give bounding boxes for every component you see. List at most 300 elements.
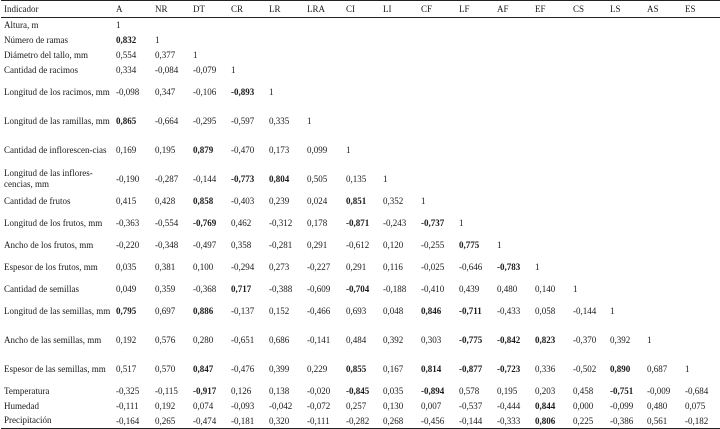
empty-cell bbox=[380, 18, 418, 33]
table-cell: -0,845 bbox=[346, 386, 370, 396]
empty-cell bbox=[304, 33, 343, 48]
table-cell: -0,783 bbox=[497, 262, 521, 272]
empty-cell bbox=[644, 194, 682, 209]
header-col-af: AF bbox=[497, 4, 509, 14]
row-label: Ancho de las semillas, mm bbox=[4, 334, 102, 345]
empty-cell bbox=[607, 63, 644, 78]
table-cell: 0,439 bbox=[459, 284, 480, 294]
empty-cell bbox=[532, 209, 570, 238]
empty-cell bbox=[682, 209, 720, 238]
empty-cell bbox=[607, 238, 644, 253]
table-cell: 0,167 bbox=[383, 364, 404, 374]
table-cell: 0,195 bbox=[497, 386, 518, 396]
table-cell: 0,392 bbox=[610, 335, 631, 345]
empty-cell bbox=[570, 107, 607, 136]
table-cell: 0,358 bbox=[231, 240, 252, 250]
empty-cell bbox=[456, 18, 494, 33]
empty-cell bbox=[418, 78, 456, 107]
row-label: Cantidad de racimos bbox=[4, 64, 78, 75]
table-cell: -0,466 bbox=[307, 306, 331, 316]
table-cell: 0,480 bbox=[497, 284, 518, 294]
table-row bbox=[1, 355, 720, 384]
table-cell: 0,480 bbox=[647, 401, 668, 411]
table-cell: -0,474 bbox=[193, 415, 217, 426]
table-row bbox=[1, 18, 720, 33]
table-cell: -0,403 bbox=[231, 196, 255, 206]
empty-cell bbox=[343, 63, 380, 78]
table-cell: 0,336 bbox=[535, 364, 556, 374]
empty-cell bbox=[418, 107, 456, 136]
table-cell: -0,281 bbox=[269, 240, 293, 250]
empty-cell bbox=[418, 165, 456, 194]
empty-cell bbox=[456, 78, 494, 107]
table-cell: -0,181 bbox=[231, 415, 255, 426]
header-col-a: A bbox=[116, 4, 123, 14]
empty-cell bbox=[380, 63, 418, 78]
table-cell: 0,049 bbox=[116, 284, 137, 294]
table-cell: -0,282 bbox=[346, 415, 370, 426]
empty-cell bbox=[682, 18, 720, 33]
table-cell: -0,554 bbox=[155, 218, 179, 228]
table-cell: 0,334 bbox=[116, 65, 137, 75]
empty-cell bbox=[456, 136, 494, 165]
empty-cell bbox=[682, 194, 720, 209]
empty-cell bbox=[682, 165, 720, 194]
table-cell: -0,190 bbox=[116, 174, 140, 184]
table-cell: 1 bbox=[647, 335, 652, 345]
empty-cell bbox=[418, 48, 456, 63]
table-cell: -0,609 bbox=[307, 284, 331, 294]
table-cell: -0,444 bbox=[497, 401, 521, 411]
row-label: Diámetro del tallo, mm bbox=[4, 49, 88, 60]
empty-cell bbox=[607, 136, 644, 165]
empty-cell bbox=[570, 78, 607, 107]
empty-cell bbox=[343, 18, 380, 33]
empty-cell bbox=[644, 136, 682, 165]
empty-cell bbox=[152, 18, 190, 33]
table-cell: 1 bbox=[573, 284, 578, 294]
table-cell: -0,182 bbox=[685, 415, 709, 426]
empty-cell bbox=[494, 33, 532, 48]
table-cell: 0,130 bbox=[383, 401, 404, 411]
empty-cell bbox=[644, 63, 682, 78]
empty-cell bbox=[228, 18, 266, 33]
empty-cell bbox=[644, 209, 682, 238]
table-cell: 0,138 bbox=[269, 386, 290, 396]
table-cell: 0,399 bbox=[269, 364, 290, 374]
table-cell: 0,116 bbox=[383, 262, 403, 272]
table-cell: 0,169 bbox=[116, 145, 137, 155]
table-cell: -0,893 bbox=[231, 87, 255, 97]
table-cell: 0,126 bbox=[231, 386, 252, 396]
table-cell: 0,458 bbox=[573, 386, 594, 396]
table-cell: 0,239 bbox=[269, 196, 290, 206]
empty-cell bbox=[343, 33, 380, 48]
table-cell: 1 bbox=[269, 87, 274, 97]
empty-cell bbox=[380, 78, 418, 107]
empty-cell bbox=[494, 18, 532, 33]
table-cell: -0,737 bbox=[421, 218, 445, 228]
table-cell: -0,009 bbox=[647, 386, 671, 396]
table-cell: -0,502 bbox=[573, 364, 597, 374]
table-cell: -0,386 bbox=[610, 415, 634, 426]
row-label: Cantidad de frutos bbox=[4, 195, 71, 206]
empty-cell bbox=[456, 63, 494, 78]
table-cell: 0,075 bbox=[685, 401, 706, 411]
table-cell: -0,597 bbox=[231, 116, 255, 126]
table-cell: -0,042 bbox=[269, 401, 293, 411]
table-header bbox=[1, 1, 720, 18]
table-cell: -0,220 bbox=[116, 240, 140, 250]
table-cell: 0,152 bbox=[269, 306, 290, 316]
table-cell: 0,352 bbox=[383, 196, 404, 206]
header-col-cr: CR bbox=[231, 4, 244, 14]
table-cell: 0,000 bbox=[573, 401, 594, 411]
table-cell: 0,291 bbox=[346, 262, 367, 272]
table-row bbox=[1, 33, 720, 48]
table-cell: 0,178 bbox=[307, 218, 328, 228]
empty-cell bbox=[644, 282, 682, 297]
empty-cell bbox=[418, 33, 456, 48]
table-cell: 1 bbox=[307, 116, 312, 126]
empty-cell bbox=[682, 107, 720, 136]
header-col-ef: EF bbox=[535, 4, 546, 14]
table-cell: -0,164 bbox=[116, 415, 140, 426]
empty-cell bbox=[570, 238, 607, 253]
table-cell: 0,576 bbox=[155, 335, 176, 345]
empty-cell bbox=[456, 33, 494, 48]
empty-cell bbox=[456, 194, 494, 209]
table-cell: 0,814 bbox=[421, 364, 442, 374]
table-cell: -0,497 bbox=[193, 240, 217, 250]
table-cell: -0,287 bbox=[155, 174, 179, 184]
table-cell: 0,280 bbox=[193, 335, 214, 345]
empty-cell bbox=[644, 297, 682, 326]
empty-cell bbox=[644, 48, 682, 63]
row-label: Temperatura bbox=[4, 385, 50, 396]
empty-cell bbox=[418, 63, 456, 78]
empty-cell bbox=[380, 136, 418, 165]
table-cell: 1 bbox=[497, 240, 502, 250]
table-row bbox=[1, 107, 720, 136]
empty-cell bbox=[532, 48, 570, 63]
empty-cell bbox=[607, 48, 644, 63]
header-indicator: Indicador bbox=[4, 4, 39, 14]
empty-cell bbox=[266, 33, 304, 48]
table-cell: -0,325 bbox=[116, 386, 140, 396]
table-cell: 1 bbox=[231, 65, 236, 75]
row-label: Espesor de las semillas, mm bbox=[4, 363, 106, 374]
table-cell: -0,141 bbox=[307, 335, 331, 345]
header-col-lr: LR bbox=[269, 4, 281, 14]
table-cell: 0,007 bbox=[421, 401, 442, 411]
table-cell: -0,470 bbox=[231, 145, 255, 155]
row-label: Precipitación bbox=[4, 415, 52, 426]
table-cell: 0,823 bbox=[535, 335, 556, 345]
row-label: Longitud de las inflores-cencias, mm bbox=[4, 168, 93, 189]
table-row bbox=[1, 282, 720, 297]
empty-cell bbox=[570, 165, 607, 194]
empty-cell bbox=[607, 78, 644, 107]
row-label: Longitud de las ramillas, mm bbox=[4, 115, 110, 126]
header-col-cf: CF bbox=[421, 4, 433, 14]
table-cell: -0,842 bbox=[497, 335, 521, 345]
empty-cell bbox=[607, 33, 644, 48]
table-cell: 0,257 bbox=[346, 401, 367, 411]
empty-cell bbox=[570, 209, 607, 238]
empty-cell bbox=[380, 33, 418, 48]
table-cell: 0,879 bbox=[193, 145, 214, 155]
table-cell: 0,578 bbox=[459, 386, 480, 396]
table-cell: -0,751 bbox=[610, 386, 634, 396]
table-cell: -0,144 bbox=[459, 415, 483, 426]
empty-cell bbox=[607, 253, 644, 282]
table-row bbox=[1, 63, 720, 78]
table-cell: 1 bbox=[116, 20, 121, 31]
table-cell: 0,505 bbox=[307, 174, 328, 184]
header-col-ls: LS bbox=[610, 4, 621, 14]
table-cell: -0,099 bbox=[610, 401, 634, 411]
header-col-li: LI bbox=[383, 4, 392, 14]
table-row bbox=[1, 399, 720, 414]
empty-cell bbox=[418, 18, 456, 33]
table-cell: -0,410 bbox=[421, 284, 445, 294]
empty-cell bbox=[456, 165, 494, 194]
table-cell: -0,312 bbox=[269, 218, 293, 228]
header-col-ci: CI bbox=[346, 4, 355, 14]
table-cell: -0,295 bbox=[193, 116, 217, 126]
table-cell: 0,462 bbox=[231, 218, 252, 228]
empty-cell bbox=[532, 78, 570, 107]
empty-cell bbox=[494, 209, 532, 238]
table-cell: 0,392 bbox=[383, 335, 404, 345]
table-cell: -0,111 bbox=[116, 401, 139, 411]
table-cell: -0,871 bbox=[346, 218, 370, 228]
empty-cell bbox=[682, 63, 720, 78]
empty-cell bbox=[682, 297, 720, 326]
header-col-as: AS bbox=[647, 4, 659, 14]
table-cell: 0,804 bbox=[269, 174, 290, 184]
empty-cell bbox=[494, 194, 532, 209]
correlation-table bbox=[1, 0, 720, 429]
header-col-cs: CS bbox=[573, 4, 585, 14]
empty-cell bbox=[532, 238, 570, 253]
table-cell: 1 bbox=[685, 364, 690, 374]
row-label: Longitud de los frutos, mm bbox=[4, 217, 103, 228]
row-label: Cantidad de inflorescen-cias bbox=[4, 144, 107, 155]
table-cell: 0,335 bbox=[269, 116, 290, 126]
table-cell: 0,048 bbox=[383, 306, 404, 316]
table-cell: -0,144 bbox=[193, 174, 217, 184]
empty-cell bbox=[190, 18, 228, 33]
table-cell: 0,890 bbox=[610, 364, 631, 374]
table-cell: 0,058 bbox=[535, 306, 556, 316]
table-row bbox=[1, 136, 720, 165]
table-cell: 0,697 bbox=[155, 306, 176, 316]
table-cell: 1 bbox=[193, 50, 198, 60]
table-cell: 0,074 bbox=[193, 401, 214, 411]
table-cell: 0,120 bbox=[383, 240, 404, 250]
header-col-dt: DT bbox=[193, 4, 205, 14]
header-col-lf: LF bbox=[459, 4, 470, 14]
empty-cell bbox=[607, 18, 644, 33]
table-cell: -0,243 bbox=[383, 218, 407, 228]
empty-cell bbox=[380, 48, 418, 63]
empty-cell bbox=[644, 165, 682, 194]
empty-cell bbox=[228, 33, 266, 48]
empty-cell bbox=[304, 78, 343, 107]
table-cell: 0,359 bbox=[155, 284, 176, 294]
table-cell: -0,025 bbox=[421, 262, 445, 272]
row-label: Ancho de los frutos, mm bbox=[4, 239, 94, 250]
table-cell: 0,561 bbox=[647, 415, 668, 426]
table-cell: -0,456 bbox=[421, 415, 445, 426]
table-cell: 0,428 bbox=[155, 196, 176, 206]
table-cell: 0,858 bbox=[193, 196, 214, 206]
table-cell: 1 bbox=[459, 218, 464, 228]
table-row bbox=[1, 384, 720, 399]
table-cell: -0,684 bbox=[685, 386, 709, 396]
empty-cell bbox=[494, 107, 532, 136]
table-cell: 1 bbox=[155, 35, 160, 45]
table-cell: -0,348 bbox=[155, 240, 179, 250]
table-cell: 0,140 bbox=[535, 284, 556, 294]
table-cell: -0,188 bbox=[383, 284, 407, 294]
empty-cell bbox=[532, 18, 570, 33]
empty-cell bbox=[607, 107, 644, 136]
header-col-es: ES bbox=[685, 4, 696, 14]
header-col-nr: NR bbox=[155, 4, 168, 14]
empty-cell bbox=[380, 107, 418, 136]
table-cell: 1 bbox=[421, 196, 426, 206]
empty-cell bbox=[682, 136, 720, 165]
empty-cell bbox=[682, 78, 720, 107]
table-cell: 0,832 bbox=[116, 35, 137, 45]
table-row bbox=[1, 326, 720, 355]
table-cell: -0,079 bbox=[193, 65, 217, 75]
table-cell: 0,100 bbox=[193, 262, 214, 272]
empty-cell bbox=[456, 48, 494, 63]
table-cell: 0,203 bbox=[535, 386, 556, 396]
table-cell: 0,303 bbox=[421, 335, 442, 345]
empty-cell bbox=[532, 194, 570, 209]
table-cell: 1 bbox=[610, 306, 615, 316]
row-label: Longitud de las semillas, mm bbox=[4, 305, 111, 316]
table-cell: 0,035 bbox=[383, 386, 404, 396]
empty-cell bbox=[456, 107, 494, 136]
table-cell: -0,612 bbox=[346, 240, 370, 250]
table-cell: 0,517 bbox=[116, 364, 137, 374]
table-cell: 0,415 bbox=[116, 196, 137, 206]
table-cell: 0,173 bbox=[269, 145, 290, 155]
empty-cell bbox=[682, 282, 720, 297]
table-cell: 0,686 bbox=[269, 335, 290, 345]
table-cell: 0,225 bbox=[573, 415, 594, 426]
table-cell: 0,855 bbox=[346, 364, 367, 374]
table-cell: 0,851 bbox=[346, 196, 367, 206]
table-cell: -0,144 bbox=[573, 306, 597, 316]
table-cell: -0,368 bbox=[193, 284, 217, 294]
empty-cell bbox=[682, 33, 720, 48]
empty-cell bbox=[532, 33, 570, 48]
table-cell: -0,084 bbox=[155, 65, 179, 75]
table-cell: -0,664 bbox=[155, 116, 179, 126]
empty-cell bbox=[570, 253, 607, 282]
table-cell: 0,320 bbox=[269, 415, 290, 426]
table-cell: 0,570 bbox=[155, 364, 176, 374]
empty-cell bbox=[418, 136, 456, 165]
table-cell: -0,098 bbox=[116, 87, 140, 97]
table-cell: 0,035 bbox=[116, 262, 137, 272]
table-cell: 0,229 bbox=[307, 364, 328, 374]
empty-cell bbox=[266, 18, 304, 33]
table-cell: 0,135 bbox=[346, 174, 367, 184]
empty-cell bbox=[494, 48, 532, 63]
table-cell: 0,806 bbox=[535, 415, 556, 426]
table-cell: -0,333 bbox=[497, 415, 521, 426]
empty-cell bbox=[228, 48, 266, 63]
table-cell: 0,265 bbox=[155, 415, 176, 426]
table-cell: -0,111 bbox=[307, 415, 330, 426]
table-cell: -0,020 bbox=[307, 386, 331, 396]
table-cell: 0,268 bbox=[383, 415, 404, 426]
table-cell: -0,651 bbox=[231, 335, 255, 345]
row-label: Cantidad de semillas bbox=[4, 283, 79, 294]
table-row bbox=[1, 238, 720, 253]
table-cell: -0,388 bbox=[269, 284, 293, 294]
empty-cell bbox=[682, 48, 720, 63]
empty-cell bbox=[570, 63, 607, 78]
table-row bbox=[1, 209, 720, 238]
table-cell: 0,099 bbox=[307, 145, 328, 155]
table-cell: -0,775 bbox=[459, 335, 483, 345]
table-cell: -0,106 bbox=[193, 87, 217, 97]
table-cell: 0,484 bbox=[346, 335, 367, 345]
table-cell: 1 bbox=[383, 174, 388, 184]
table-row bbox=[1, 48, 720, 63]
table-cell: 0,192 bbox=[116, 335, 137, 345]
table-cell: 0,847 bbox=[193, 364, 214, 374]
row-label: Humedad bbox=[4, 400, 39, 411]
empty-cell bbox=[644, 238, 682, 253]
table-body bbox=[1, 18, 720, 429]
empty-cell bbox=[532, 107, 570, 136]
table-cell: 0,024 bbox=[307, 196, 328, 206]
table-cell: 0,846 bbox=[421, 306, 442, 316]
empty-cell bbox=[607, 209, 644, 238]
table-row bbox=[1, 165, 720, 194]
table-cell: 0,795 bbox=[116, 306, 137, 316]
header-col-lra: LRA bbox=[307, 4, 325, 14]
table-cell: 0,554 bbox=[116, 50, 137, 60]
table-cell: 0,693 bbox=[346, 306, 367, 316]
table-cell: 0,844 bbox=[535, 401, 556, 411]
empty-cell bbox=[494, 165, 532, 194]
empty-cell bbox=[304, 48, 343, 63]
table-cell: -0,877 bbox=[459, 364, 483, 374]
table-cell: 1 bbox=[346, 145, 351, 155]
table-cell: -0,711 bbox=[459, 306, 482, 316]
table-row bbox=[1, 414, 720, 429]
table-cell: -0,704 bbox=[346, 284, 370, 294]
row-label: Espesor de los frutos, mm bbox=[4, 261, 98, 272]
empty-cell bbox=[494, 136, 532, 165]
empty-cell bbox=[570, 18, 607, 33]
empty-cell bbox=[607, 194, 644, 209]
table-row bbox=[1, 297, 720, 326]
table-cell: 0,775 bbox=[459, 240, 480, 250]
table-cell: 0,687 bbox=[647, 364, 668, 374]
